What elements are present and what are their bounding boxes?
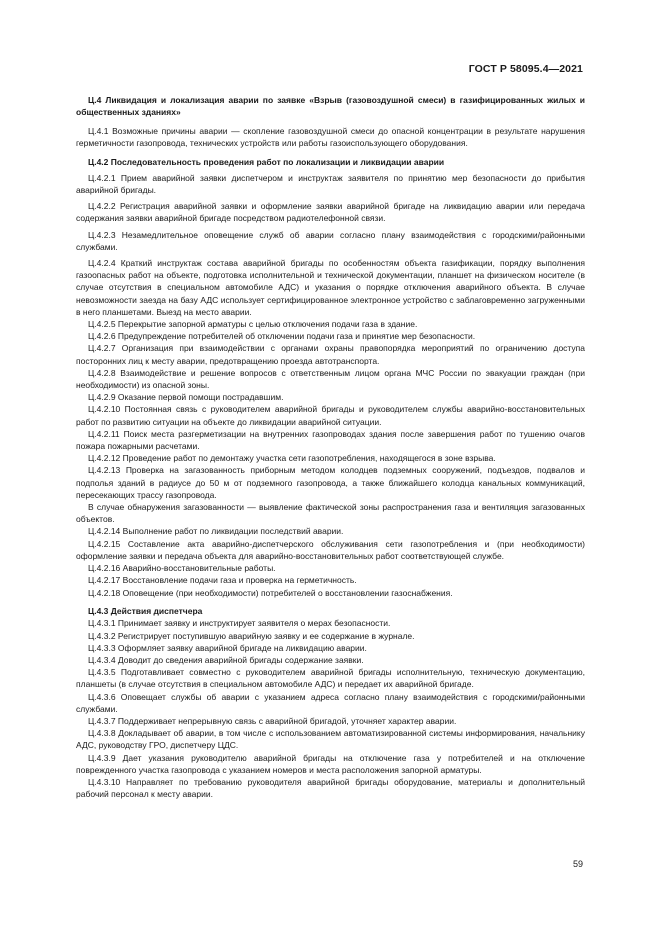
paragraph: Ц.4.2.10 Постоянная связь с руководителем аварийной бригады и руководителем службы аварийно-восстановительных работ по развитию ситуации на объекте до ликвидации аварийной ситуации. <box>76 404 585 427</box>
paragraph: Ц.4.3.1 Принимает заявку и инструктирует заявителя о мерах безопасности. <box>88 618 391 629</box>
page-number: 59 <box>572 859 583 869</box>
paragraph: Ц.4.2.13 Проверка на загазованность приборным методом колодцев подземных сооружений, подъездов, подвалов и подполья зданий в радиусе до 50 м от подземного газопровода, а также ближайшего колодца канальных коммуникаций, пересекающих трассу газопровода. <box>76 465 585 500</box>
standard-code: ГОСТ Р 58095.4—2021 <box>468 63 583 75</box>
document-body <box>76 94 585 800</box>
paragraph: Ц.4.2.8 Взаимодействие и решение вопросов с ответственным лицом органа МЧС России по эвакуации граждан (при необходимости) из опасной зоны. <box>76 367 585 391</box>
paragraph: Ц.4.2.3 Незамедлительное оповещение служб об аварии согласно плану взаимодействия с городскими/районными службами. <box>76 229 585 252</box>
paragraph: Ц.4.2.2 Регистрация аварийной заявки и оформление заявки аварийной бригаде на ликвидацию аварии или передача содержания заявки аварийной бригаде посредством радиотелефонной связи. <box>76 201 585 224</box>
paragraph: Ц.4.1 Возможные причины аварии — скопление газовоздушной смеси до опасной концентрации в результате нарушения герметичности газопровода, технических устройств или работы газоиспользующего оборудования. <box>76 125 585 148</box>
paragraph: Ц.4.3.6 Оповещает службы об аварии с указанием адреса согласно плану взаимодействия с городскими/районными службами. <box>76 691 585 714</box>
paragraph: Ц.4.2.1 Прием аварийной заявки диспетчером и инструктаж заявителя по принятию мер безопасности до прибытия аварийной бригады. <box>76 172 585 195</box>
paragraph: Ц.4.2.17 Восстановление подачи газа и проверка на герметичность. <box>88 575 357 586</box>
paragraph: Ц.4.2.4 Краткий инструктаж состава аварийной бригады по особенностям объекта газификации, порядку выполнения газоопасных работ на объекте, подготовка исполнительной и технической документации, планшет на физическом носителе (в случае отсутствия в специальном автомобиле АДС) и указания о порядке отключения аварийного объекта. В случае невозможности заезда на базу АДС использует сертифицированное электронное устройство с заблаговременно загруженными в него планшетами. Выезд на место аварии. <box>76 258 585 317</box>
section-heading: Ц.4 Ликвидация и локализация аварии по заявке «Взрыв (газовоздушной смеси) в газифицированных жилых и общественных зданиях» <box>76 95 585 118</box>
paragraph: Ц.4.3.3 Оформляет заявку аварийной бригаде на ликвидацию аварии. <box>88 642 367 653</box>
paragraph: Ц.4.2.7 Организация при взаимодействии с органами охраны правопорядка мероприятий по ограничению доступа посторонних лиц к месту аварии, предотвращению проезда автотранспорта. <box>76 343 585 366</box>
paragraph: В случае обнаружения загазованности — выявление фактической зоны распространения газа и вентиляция загазованных объектов. <box>76 502 585 525</box>
paragraph: Ц.4.3.7 Поддерживает непрерывную связь с аварийной бригадой, уточняет характер аварии. <box>88 715 457 726</box>
paragraph: Ц.4.3.4 Доводит до сведения аварийной бригады содержание заявки. <box>88 654 364 665</box>
paragraph: Ц.4.3.2 Регистрирует поступившую аварийную заявку и ее содержание в журнале. <box>88 630 415 641</box>
paragraph: Ц.4.3.9 Дает указания руководителю аварийной бригады на отключение газа у потребителей и на отключение поврежденного участка газопровода с указанием номеров и места расположения запорной арматуры. <box>76 752 585 775</box>
paragraph: Ц.4.2.18 Оповещение (при необходимости) потребителей о восстановлении газоснабжения. <box>88 587 453 598</box>
paragraph: Ц.4.2.5 Перекрытие запорной арматуры с целью отключения подачи газа в здание. <box>88 319 418 330</box>
paragraph: Ц.4.3.10 Направляет по требованию руководителя аварийной бригады оборудование, материалы и дополнительный рабочий персонал к месту аварии. <box>76 776 585 800</box>
paragraph: Ц.4.2.6 Предупреждение потребителей об отключении подачи газа и принятие мер безопасности. <box>88 331 476 342</box>
paragraph: Ц.4.2.15 Составление акта аварийно-диспетчерского обслуживания сети газопотребления и (при необходимости) оформление заявки и передача объекта для аварийно-восстановительных работ соответствующей службе. <box>76 538 585 561</box>
paragraph: Ц.4.2.16 Аварийно-восстановительные работы. <box>88 563 276 574</box>
paragraph: Ц.4.2.12 Проведение работ по демонтажу участка сети газопотребления, находящегося в зоне взрыва. <box>88 453 496 464</box>
paragraph: Ц.4.3.8 Докладывает об аварии, в том числе с использованием автоматизированной системы информирования, начальнику АДС, руководству ГРО, диспетчеру ЦДС. <box>76 728 585 751</box>
paragraph: Ц.4.3.5 Подготавливает совместно с руководителем аварийной бригады исполнительную, техническую документацию, планшеты (в случае отсутствия в специальном автомобиле АДС) и передает их аварийной бригаде. <box>76 667 585 690</box>
subsection-heading: Ц.4.2 Последовательность проведения работ по локализации и ликвидации аварии <box>88 156 445 167</box>
subsection-heading: Ц.4.3 Действия диспетчера <box>88 606 203 617</box>
paragraph: Ц.4.2.14 Выполнение работ по ликвидации последствий аварии. <box>88 526 344 537</box>
paragraph: Ц.4.2.11 Поиск места разгерметизации на внутренних газопроводах здания после завершения работ по тушению очагов пожара пожарными расчетами. <box>76 428 585 452</box>
paragraph: Ц.4.2.9 Оказание первой помощи пострадавшим. <box>88 392 284 403</box>
